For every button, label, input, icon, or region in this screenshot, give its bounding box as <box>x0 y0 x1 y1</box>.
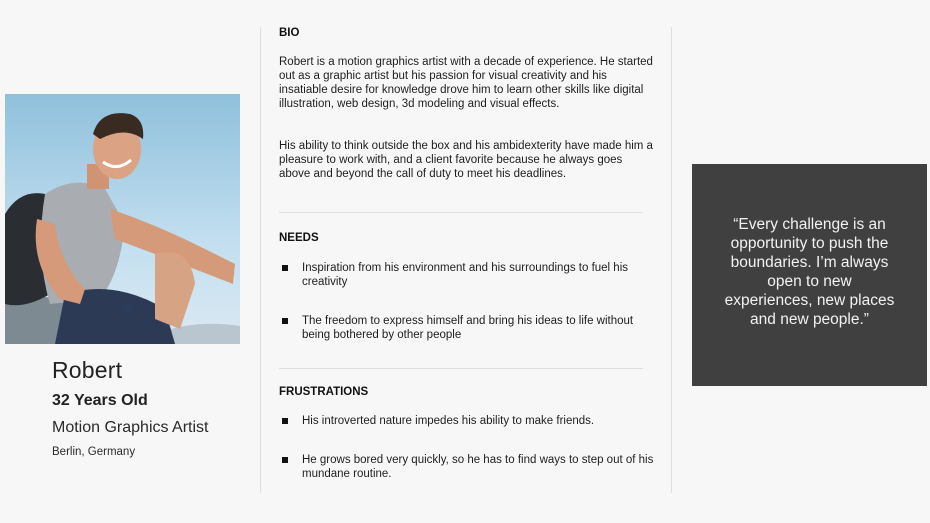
needs-item-text: The freedom to express himself and bring his ideas to life without being bothered by other people <box>302 315 634 341</box>
frustrations-list-item <box>279 453 659 481</box>
needs-item-text: Inspiration from his environment and his surroundings to fuel his creativity <box>302 262 629 288</box>
quote-text: “Every challenge is an opportunity to push the boundaries. I’m always open to new experiences, new places and new people.” <box>724 216 895 328</box>
profile-photo <box>5 94 240 344</box>
bio-heading: BIO <box>279 27 300 39</box>
frustrations-list-item <box>279 414 659 428</box>
bio-paragraph-1: Robert is a motion graphics artist with a decade of experience. He started out as a graphic artist but his passion for visual creativity and his insatiable desire for knowledge drove him to learn other skills like digital illustration, web design, 3d modeling and visual effects. <box>279 56 653 110</box>
persona-role: Motion Graphics Artist <box>52 419 209 436</box>
column-divider-right <box>671 27 672 493</box>
quote-box <box>692 164 927 386</box>
section-divider <box>279 212 643 213</box>
bullet-icon <box>282 318 288 324</box>
persona-location: Berlin, Germany <box>52 446 136 458</box>
column-divider-left <box>260 27 261 493</box>
frustrations-item-text: His introverted nature impedes his ability to make friends. <box>302 415 595 427</box>
section-divider <box>279 368 643 369</box>
persona-name: Robert <box>52 357 123 383</box>
frustrations-heading: FRUSTRATIONS <box>279 386 369 398</box>
needs-heading: NEEDS <box>279 232 319 244</box>
persona-age: 32 Years Old <box>52 392 148 409</box>
bullet-icon <box>282 418 288 424</box>
bullet-icon <box>282 265 288 271</box>
bio-paragraph-2: His ability to think outside the box and his ambidexterity have made him a pleasure to work with, and a client favorite because he always goes above and beyond the call of duty to meet his deadlines. <box>279 140 653 180</box>
bullet-icon <box>282 457 288 463</box>
needs-list-item <box>279 261 659 289</box>
needs-list-item <box>279 314 659 342</box>
frustrations-item-text: He grows bored very quickly, so he has to find ways to step out of his mundane routine. <box>302 454 654 480</box>
